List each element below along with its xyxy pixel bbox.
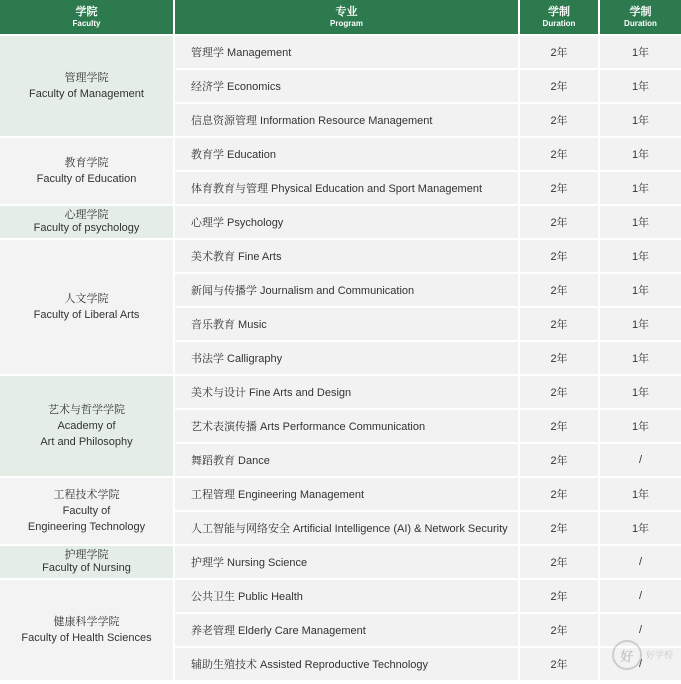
faculty-name-en: Faculty of Health Sciences (21, 632, 152, 644)
duration-cell: 2年 (520, 102, 600, 136)
faculty-name-en-2: Engineering Technology (27, 521, 146, 533)
duration-cell: 1年 (600, 306, 681, 340)
faculty-name-en-1: Academy of (57, 420, 116, 432)
faculty-psychology (0, 204, 175, 238)
watermark-logo (612, 640, 673, 670)
program-cell: 养老管理 Elderly Care Management (175, 612, 520, 646)
program-cell: 信息资源管理 Information Resource Management (175, 102, 520, 136)
duration-cell: 2年 (520, 612, 600, 646)
duration-cell: 1年 (600, 204, 681, 238)
program-cell: 人工智能与网络安全 Artificial Intelligence (AI) & Network Security (175, 510, 520, 544)
duration-cell: / (600, 612, 681, 646)
duration-cell: 2年 (520, 578, 600, 612)
duration-cell: 2年 (520, 136, 600, 170)
duration-cell: 2年 (520, 170, 600, 204)
program-cell: 经济学 Economics (175, 68, 520, 102)
program-cell: 舞蹈教育 Dance (175, 442, 520, 476)
header-duration-1 (520, 0, 600, 34)
program-cell: 美术教育 Fine Arts (175, 238, 520, 272)
faculty-name-zh: 工程技术学院 (53, 489, 120, 501)
duration-cell: 2年 (520, 272, 600, 306)
faculty-name-zh: 管理学院 (64, 72, 109, 84)
program-cell: 公共卫生 Public Health (175, 578, 520, 612)
duration-cell: 2年 (520, 510, 600, 544)
program-cell: 护理学 Nursing Science (175, 544, 520, 578)
faculty-nursing (0, 544, 175, 578)
duration-cell: 1年 (600, 68, 681, 102)
faculty-name-en: Faculty of Education (36, 173, 137, 185)
faculty-management (0, 34, 175, 136)
header-duration-2 (600, 0, 681, 34)
program-cell: 心理学 Psychology (175, 204, 520, 238)
duration-cell: 1年 (600, 238, 681, 272)
faculty-name-zh: 健康科学学院 (53, 616, 120, 628)
program-cell: 体育教育与管理 Physical Education and Sport Management (175, 170, 520, 204)
faculty-name-en-2: Art and Philosophy (40, 436, 133, 448)
duration-cell: 2年 (520, 544, 600, 578)
program-cell: 艺术表演传播 Arts Performance Communication (175, 408, 520, 442)
duration-cell: / (600, 442, 681, 476)
faculty-name-zh: 护理学院 (64, 549, 109, 561)
header-duration-2-en: Duration (624, 18, 657, 28)
faculty-name-zh: 人文学院 (64, 293, 109, 305)
program-cell: 美术与设计 Fine Arts and Design (175, 374, 520, 408)
program-cell: 音乐教育 Music (175, 306, 520, 340)
duration-cell: 1年 (600, 102, 681, 136)
faculty-name-en: Faculty of Liberal Arts (33, 309, 140, 321)
duration-cell: 2年 (520, 646, 600, 680)
duration-cell: 1年 (600, 170, 681, 204)
duration-cell: 1年 (600, 510, 681, 544)
duration-cell: 1年 (600, 476, 681, 510)
faculty-health-sciences (0, 578, 175, 680)
faculty-art-philosophy (0, 374, 175, 476)
header-program-en: Program (330, 18, 363, 28)
program-cell: 管理学 Management (175, 34, 520, 68)
duration-cell: 2年 (520, 442, 600, 476)
duration-cell: 1年 (600, 408, 681, 442)
header-faculty (0, 0, 175, 34)
duration-cell: 1年 (600, 374, 681, 408)
faculty-engineering (0, 476, 175, 544)
header-faculty-en: Faculty (72, 18, 101, 28)
duration-cell: 2年 (520, 34, 600, 68)
faculty-name-en: Faculty of Nursing (42, 562, 131, 574)
faculty-name-en: Faculty of psychology (33, 222, 140, 234)
faculty-name-en: Faculty of Management (29, 88, 144, 100)
duration-cell: 2年 (520, 204, 600, 238)
duration-cell: 1年 (600, 34, 681, 68)
faculty-name-zh: 教育学院 (64, 157, 109, 169)
header-faculty-zh: 学院 (75, 5, 98, 18)
faculty-name-en-1: Faculty of (62, 505, 111, 517)
header-duration-1-en: Duration (542, 18, 576, 28)
duration-cell: 2年 (520, 68, 600, 102)
header-duration-2-zh: 学制 (629, 5, 652, 18)
duration-cell: / (600, 646, 681, 680)
duration-cell: 2年 (520, 476, 600, 510)
duration-cell: 1年 (600, 136, 681, 170)
duration-cell: 2年 (520, 238, 600, 272)
program-cell: 教育学 Education (175, 136, 520, 170)
header-duration-1-zh: 学制 (548, 5, 570, 18)
duration-cell: 1年 (600, 340, 681, 374)
duration-cell: / (600, 544, 681, 578)
duration-cell: / (600, 578, 681, 612)
program-cell: 工程管理 Engineering Management (175, 476, 520, 510)
program-cell: 新闻与传播学 Journalism and Communication (175, 272, 520, 306)
header-program-zh: 专业 (335, 5, 358, 18)
header-program (175, 0, 520, 34)
duration-cell: 2年 (520, 374, 600, 408)
program-cell: 辅助生殖技术 Assisted Reproductive Technology (175, 646, 520, 680)
program-cell: 书法学 Calligraphy (175, 340, 520, 374)
watermark-text: 好学校 (645, 649, 673, 660)
duration-cell: 2年 (520, 408, 600, 442)
faculty-liberal-arts (0, 238, 175, 374)
duration-cell: 1年 (600, 272, 681, 306)
duration-cell: 2年 (520, 340, 600, 374)
faculty-name-zh: 心理学院 (64, 209, 109, 221)
watermark-icon: 好 (612, 640, 642, 670)
faculty-name-zh: 艺术与哲学学院 (48, 404, 125, 416)
faculty-education (0, 136, 175, 204)
duration-cell: 2年 (520, 306, 600, 340)
